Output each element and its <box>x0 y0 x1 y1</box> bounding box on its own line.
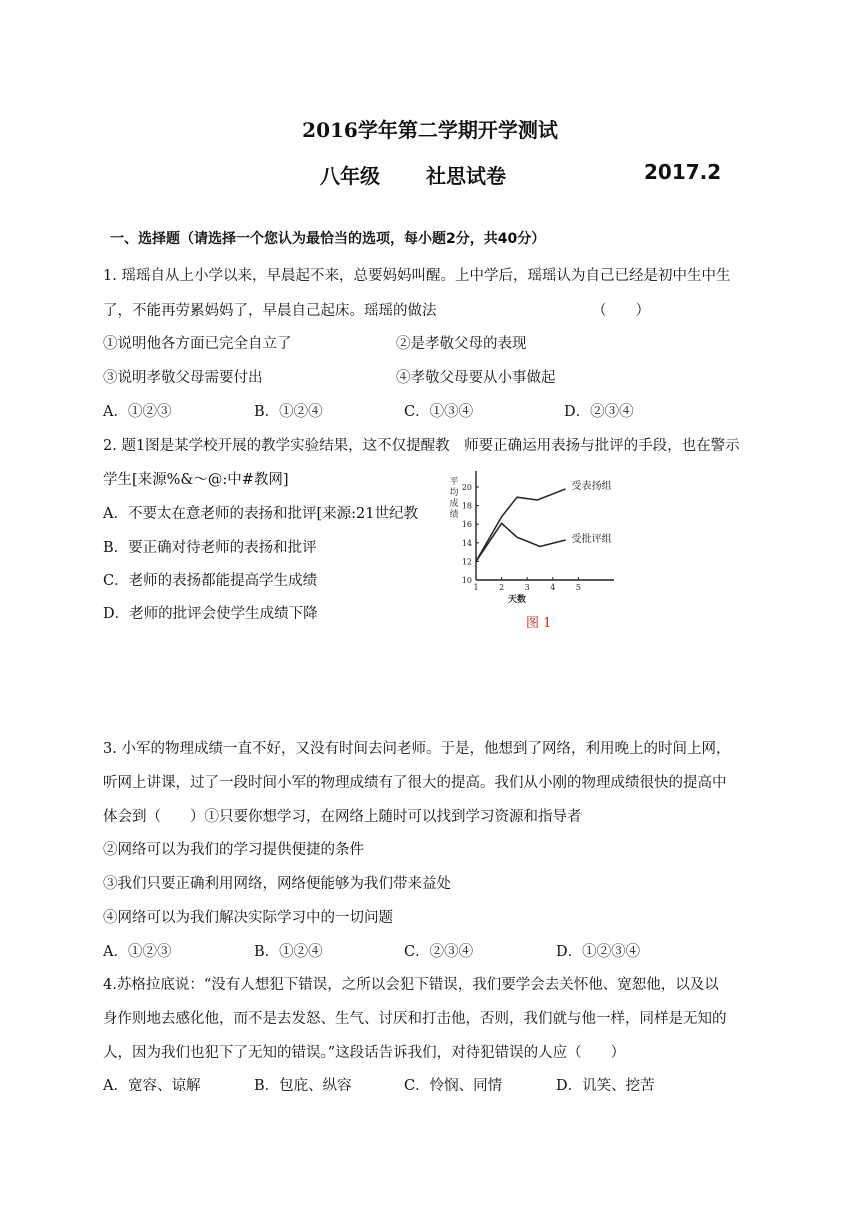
q3-statement-4: ④网络可以为我们解决实际学习中的一切问题 <box>103 910 393 926</box>
q1-stem-line1: 1. 瑶瑶自从上小学以来，早晨起不来，总要妈妈叫醒。上中学后，瑶瑶认为自己已经是初中生中生 <box>103 268 731 284</box>
x-tick-label: 1 <box>473 583 479 592</box>
y-tick-label: 10 <box>461 576 472 585</box>
q3-stem-line1: 3. 小军的物理成绩一直不好，又没有时间去问老师。于是，他想到了网络，利用晚上的时间上网， <box>103 741 731 757</box>
q2-option-a: A．不要太在意老师的表扬和批评[来源:21世纪教 <box>103 506 418 522</box>
y-tick-label: 12 <box>461 557 472 567</box>
x-axis-label: 天数 <box>507 595 526 605</box>
q4-option-a: A．宽容、谅解 <box>103 1078 201 1094</box>
q3-statement-3: ③我们只要正确利用网络，网络便能够为我们带来益处 <box>103 876 451 892</box>
figure-1-chart <box>440 462 640 632</box>
series-line <box>476 523 566 561</box>
q1-option-c: C．①③④ <box>404 404 474 420</box>
q4-stem-line2: 身作则地去感化他，而不是去发怒、生气、讨厌和打击他，否则，我们就与他一样，同样是无知的 <box>103 1011 727 1027</box>
exam-date: 2017.2 <box>644 160 722 184</box>
q1-stem-line2: 了，不能再劳累妈妈了，早晨自己起床。瑶瑶的做法 <box>103 303 437 319</box>
q2-stem-line1: 2. 题1图是某学校开展的教学实验结果，这不仅提醒教 师要正确运用表扬与批评的手段，也在警示 <box>103 438 740 454</box>
x-tick-label: 2 <box>499 583 505 592</box>
y-axis-label-char: 均 <box>449 488 459 498</box>
y-axis-label-char: 绩 <box>449 510 459 520</box>
q1-option-d: D．②③④ <box>564 404 634 420</box>
q3-option-b: B．①②④ <box>254 944 323 960</box>
y-tick-label: 20 <box>461 483 472 492</box>
q3-option-d: D．①②③④ <box>556 944 641 960</box>
series-label: 受批评组 <box>571 534 612 546</box>
q3-stem-line2: 听网上讲课，过了一段时间小军的物理成绩有了很大的提高。我们从小刚的物理成绩很快的提高中 <box>103 775 727 791</box>
section-heading: 一、选择题（请选择一个您认为最恰当的选项，每小题2分，共40分） <box>110 231 546 247</box>
subject-label: 社思试卷 <box>426 164 506 188</box>
q1-option-b: B．①②④ <box>254 404 323 420</box>
y-axis-label-char: 成 <box>449 499 459 509</box>
q1-statement-3: ③说明孝敬父母需要付出 <box>103 370 263 386</box>
q4-stem-line1: 4.苏格拉底说：“没有人想犯下错误，之所以会犯下错误，我们要学会去关怀他、宽恕他，以及以 <box>103 977 719 993</box>
q1-option-a: A．①②③ <box>103 404 172 420</box>
exam-title: 2016学年第二学期开学测试 <box>302 118 558 142</box>
q1-answer-blank: （ ） <box>592 303 650 319</box>
q2-option-b: B．要正确对待老师的表扬和批评 <box>103 540 317 556</box>
q1-statement-4: ④孝敬父母要从小事做起 <box>396 370 556 386</box>
q4-option-c: C．怜悯、同情 <box>404 1078 503 1094</box>
y-axis-label-char: 平 <box>449 477 459 487</box>
x-tick-label: 3 <box>524 583 530 592</box>
series-line <box>476 489 566 562</box>
series-label: 受表扬组 <box>571 480 612 492</box>
x-tick-label: 4 <box>550 583 556 592</box>
y-tick-label: 18 <box>461 501 472 511</box>
q3-option-a: A．①②③ <box>103 944 172 960</box>
q4-stem-line3: 人，因为我们也犯下了无知的错误。”这段话告诉我们，对待犯错误的人应（ ） <box>103 1045 626 1061</box>
q2-stem-line2: 学生[来源%&～@:中#教网] <box>103 472 289 488</box>
q3-statement-2: ②网络可以为我们的学习提供便捷的条件 <box>103 842 364 858</box>
y-tick-label: 16 <box>461 520 472 530</box>
q1-statement-2: ②是孝敬父母的表现 <box>396 336 527 352</box>
q1-statement-1: ①说明他各方面已完全自立了 <box>103 336 292 352</box>
q4-option-b: B．包庇、纵容 <box>254 1078 352 1094</box>
q2-option-c: C．老师的表扬都能提高学生成绩 <box>103 573 318 589</box>
q3-option-c: C．②③④ <box>404 944 474 960</box>
q4-option-d: D．讥笑、挖苦 <box>556 1078 655 1094</box>
q2-option-d: D．老师的批评会使学生成绩下降 <box>103 606 318 622</box>
figure-1-caption: 图 1 <box>526 616 552 631</box>
q3-stem-line3: 体会到（ ）①只要你想学习，在网络上随时可以找到学习资源和指导者 <box>103 809 582 825</box>
x-tick-label: 5 <box>575 583 581 592</box>
grade-label: 八年级 <box>320 164 380 188</box>
y-tick-label: 14 <box>461 538 472 548</box>
